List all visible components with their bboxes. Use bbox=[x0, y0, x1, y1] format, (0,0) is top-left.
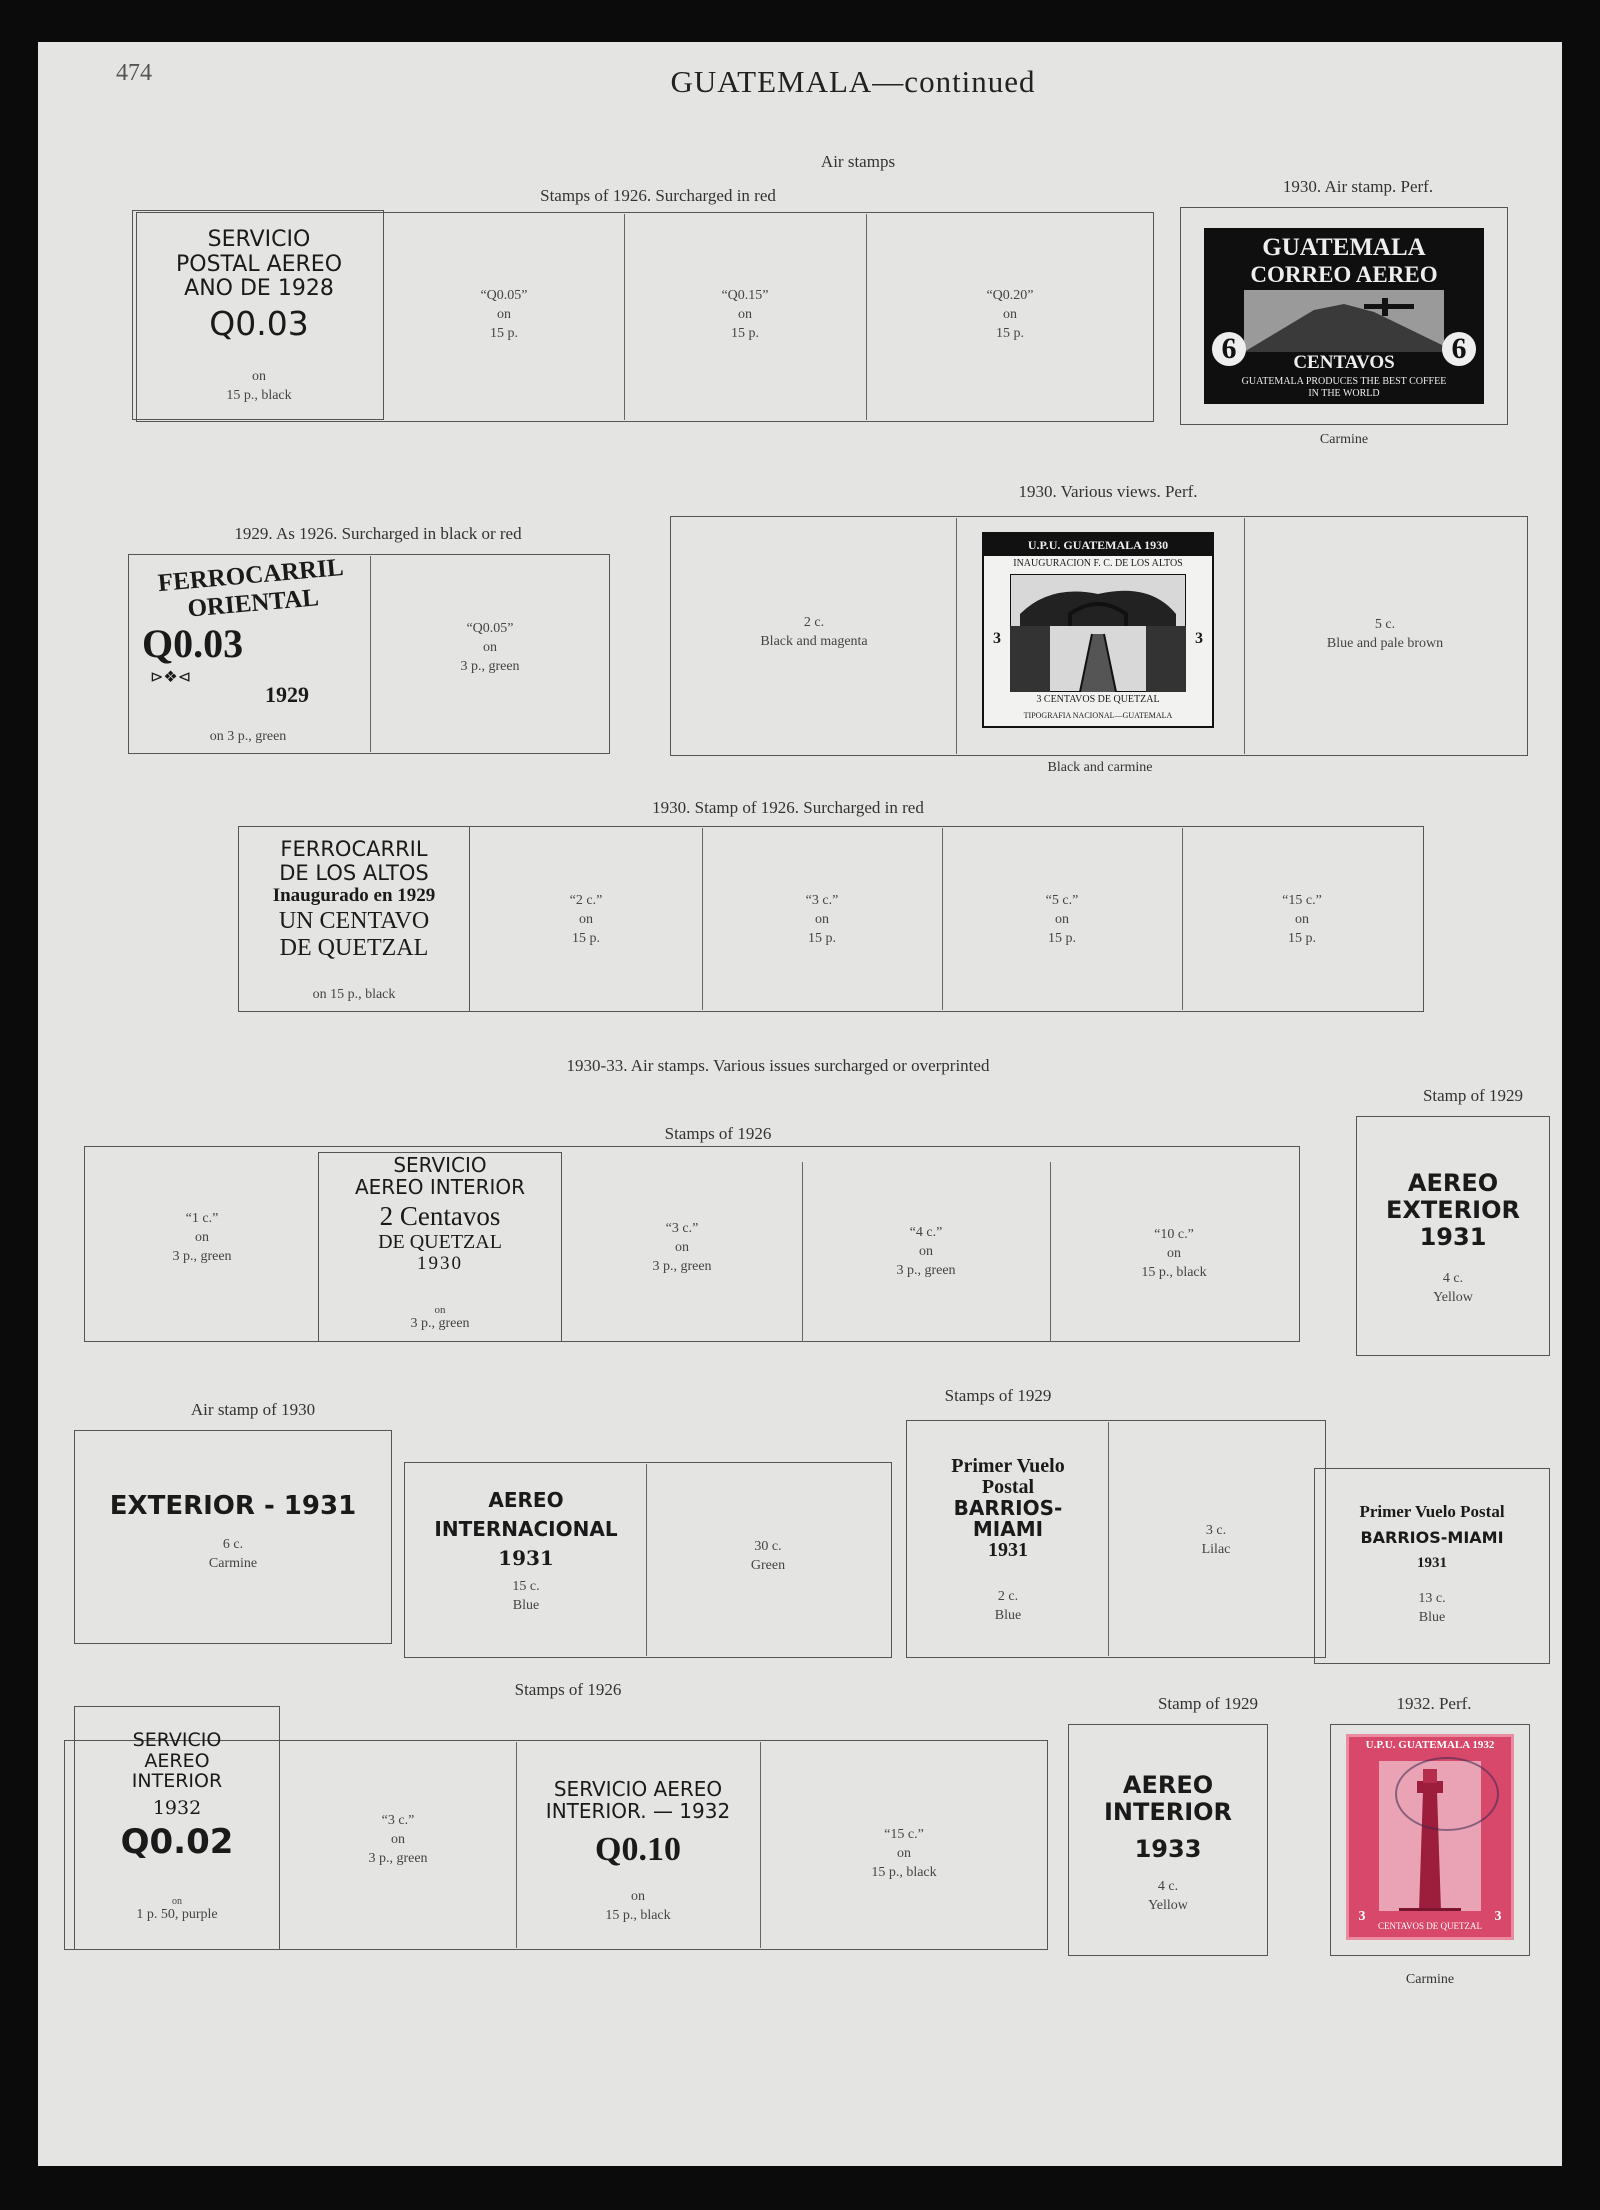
overprint-line: 1931 bbox=[498, 1546, 554, 1570]
row1-caption: Stamps of 1926. Surcharged in red bbox=[540, 186, 776, 205]
overprint-value: Q0.03 bbox=[209, 303, 309, 343]
denomination: 4 c. bbox=[1442, 1271, 1464, 1286]
row6-mid-caption-text bbox=[1070, 1878, 1266, 1916]
base-value: 15 p., black bbox=[605, 1907, 671, 1923]
overprint-line: 2 Centavos bbox=[379, 1200, 501, 1231]
denomination: 5 c. bbox=[1374, 617, 1396, 632]
stamp-text: U.P.U. bbox=[1027, 538, 1061, 552]
ornament-icon: ⊳❖⊲ bbox=[150, 668, 192, 686]
volcano-plane-vignette bbox=[1244, 290, 1444, 352]
row6-overprint-2 bbox=[516, 1778, 760, 1869]
color-label: Green bbox=[750, 1557, 786, 1573]
denomination: 2 c. bbox=[803, 615, 825, 630]
on-text: on bbox=[738, 306, 752, 322]
row4-overprint bbox=[320, 1154, 560, 1275]
row5-right-overprint bbox=[1316, 1498, 1548, 1575]
overprint-line: FERROCARRIL bbox=[280, 837, 428, 861]
on-text: on bbox=[1295, 911, 1309, 927]
overprint-line: SERVICIO AEREO bbox=[553, 1777, 723, 1801]
overprint-line: POSTAL AEREO bbox=[175, 251, 343, 277]
overprint-line: SERVICIO bbox=[207, 227, 311, 252]
stamp-text: CENTAVOS DE QUETZAL bbox=[1377, 1921, 1483, 1931]
stamp-text: 6 bbox=[1442, 332, 1476, 366]
base-value: 3 p., green bbox=[368, 1850, 428, 1866]
row2-left-first-caption: on 3 p., green bbox=[209, 729, 287, 744]
base-value: 15 p., black bbox=[871, 1864, 937, 1880]
row6-mid-overprint bbox=[1070, 1772, 1266, 1863]
row1-right-caption: 1930. Air stamp. Perf. bbox=[1282, 177, 1434, 196]
row2-right-cell-2 bbox=[1244, 616, 1526, 654]
color-label: Blue and pale brown bbox=[1326, 635, 1444, 651]
row4-right-caption-text bbox=[1358, 1270, 1548, 1308]
row5-vuelo-cell bbox=[1108, 1522, 1324, 1560]
overprint-line: UN CENTAVO bbox=[278, 908, 430, 935]
row2-left-overprint bbox=[136, 553, 368, 707]
row4-cell-1 bbox=[86, 1210, 318, 1267]
overprint-line: DE LOS ALTOS bbox=[279, 860, 429, 885]
row4-cell-3 bbox=[802, 1224, 1050, 1281]
row5-vuelo-overprint bbox=[908, 1456, 1108, 1561]
denomination: 30 c. bbox=[754, 1539, 782, 1554]
overprint-line: AEREO bbox=[1122, 1771, 1214, 1799]
on-text: on bbox=[1055, 911, 1069, 927]
row4-cell-2 bbox=[562, 1220, 802, 1277]
base-value: 15 p., black bbox=[1141, 1264, 1207, 1280]
overprint-line: INTERIOR bbox=[131, 1770, 223, 1793]
color-label: Yellow bbox=[1148, 1897, 1188, 1913]
on-text: on bbox=[391, 1831, 405, 1847]
bridge-vignette bbox=[1010, 574, 1186, 692]
surcharge-text: “10 c.” bbox=[1154, 1227, 1194, 1242]
overprint-line: DE QUETZAL bbox=[279, 935, 429, 962]
surcharge-text: “15 c.” bbox=[1282, 893, 1322, 908]
stamp-text: IN THE WORLD bbox=[1308, 388, 1380, 399]
overprint-line: INTERNACIONAL bbox=[434, 1517, 618, 1541]
overprint-line: BARRIOS-MIAMI bbox=[1360, 1528, 1504, 1548]
page-number: 474 bbox=[116, 60, 152, 86]
on-text: on bbox=[815, 911, 829, 927]
row4-cell-4 bbox=[1050, 1226, 1298, 1283]
surcharge-text: “5 c.” bbox=[1045, 893, 1079, 908]
row1-cell-3 bbox=[866, 287, 1154, 344]
row6-overprint-1 bbox=[76, 1730, 278, 1861]
row3-overprint bbox=[240, 838, 468, 962]
stamp-text: CORREO AEREO bbox=[1250, 262, 1438, 287]
surcharge-text: “Q0.15” bbox=[721, 288, 769, 303]
denomination: 13 c. bbox=[1418, 1591, 1446, 1606]
overprint-line: AEREO bbox=[488, 1488, 564, 1512]
row2-left-cell bbox=[370, 620, 610, 677]
base-value: 15 p. bbox=[808, 930, 836, 946]
surcharge-text: “Q0.05” bbox=[480, 288, 528, 303]
overprint-line: MIAMI bbox=[972, 1517, 1044, 1541]
row3-cell-1 bbox=[470, 892, 702, 949]
row6-right-color: Carmine bbox=[1405, 1972, 1455, 1987]
base-value: 15 p. bbox=[731, 325, 759, 341]
stamp-text: 6 bbox=[1212, 332, 1246, 366]
overprint-line: AEREO bbox=[1407, 1169, 1499, 1197]
base-value: 15 p. bbox=[572, 930, 600, 946]
row6-caption: Stamps of 1926 bbox=[514, 1680, 622, 1699]
color-label: Carmine bbox=[208, 1555, 258, 1571]
denomination: 15 c. bbox=[512, 1579, 540, 1594]
stamp-text: 3 CENTAVOS DE QUETZAL bbox=[1036, 694, 1160, 705]
tower-stamp-carmine bbox=[1346, 1734, 1514, 1940]
on-text: on bbox=[919, 1243, 933, 1259]
base-value: 3 p., green bbox=[896, 1262, 956, 1278]
row3-cell-3 bbox=[942, 892, 1182, 949]
overprint-line: 1931 bbox=[1419, 1222, 1487, 1251]
surcharge-text: “15 c.” bbox=[884, 1827, 924, 1842]
row6-cell-2 bbox=[760, 1826, 1048, 1883]
base-value: 15 p. bbox=[996, 325, 1024, 341]
surcharge-text: “Q0.20” bbox=[986, 288, 1034, 303]
row2-right-caption: 1930. Various views. Perf. bbox=[1018, 482, 1198, 501]
overprint-line: SERVICIO bbox=[393, 1153, 487, 1177]
base-value: 1 p. 50, purple bbox=[136, 1907, 218, 1922]
denomination: 4 c. bbox=[1157, 1879, 1179, 1894]
row1-first-caption bbox=[134, 368, 384, 406]
surcharge-text: “3 c.” bbox=[381, 1813, 415, 1828]
row4-right-overprint bbox=[1358, 1170, 1548, 1251]
postmark-ring bbox=[1395, 1757, 1499, 1831]
row5-mid-caption: Stamps of 1929 bbox=[944, 1386, 1052, 1405]
overprint-line: AEREO bbox=[144, 1749, 210, 1772]
base-value: 15 p. bbox=[490, 325, 518, 341]
on-text: on bbox=[631, 1889, 645, 1904]
overprint-line: 1933 bbox=[1134, 1834, 1202, 1863]
overprint-line: AEREO INTERIOR bbox=[354, 1175, 526, 1200]
denomination: 6 c. bbox=[222, 1537, 244, 1552]
surcharge-text: “1 c.” bbox=[185, 1211, 219, 1226]
on-text: on bbox=[195, 1229, 209, 1245]
row6-cell-1 bbox=[280, 1812, 516, 1869]
row5-mid-overprint bbox=[406, 1486, 646, 1573]
surcharge-text: “4 c.” bbox=[909, 1225, 943, 1240]
on-text: on bbox=[497, 306, 511, 322]
row5-mid-caption-text bbox=[406, 1578, 646, 1616]
base-value: 15 p., black bbox=[226, 387, 292, 403]
overprint-line: FERROCARRIL ORIENTAL bbox=[156, 553, 345, 623]
on-text: on bbox=[1167, 1245, 1181, 1261]
surcharge-text: “Q0.05” bbox=[466, 621, 514, 636]
row5-mid-cell bbox=[646, 1538, 890, 1576]
overprint-line: SERVICIO bbox=[132, 1729, 222, 1751]
base-value: 3 p., green bbox=[172, 1248, 232, 1264]
row4-caption: 1930-33. Air stamps. Various issues surcharged or overprinted bbox=[566, 1056, 990, 1075]
base-value: 15 p. bbox=[1048, 930, 1076, 946]
overprint-line: Primer Vuelo bbox=[951, 1455, 1065, 1477]
denomination: 2 c. bbox=[997, 1589, 1019, 1604]
row3-caption: 1930. Stamp of 1926. Surcharged in red bbox=[652, 798, 924, 817]
overprint-line: 1932 bbox=[152, 1796, 202, 1819]
row4-right-caption: Stamp of 1929 bbox=[1422, 1086, 1524, 1105]
overprint-line: INTERIOR. — 1932 bbox=[545, 1799, 731, 1824]
overprint-line: 1931 bbox=[988, 1539, 1028, 1561]
section-heading: Air stamps bbox=[820, 152, 896, 171]
stamp-text: 3 bbox=[993, 630, 1001, 647]
stamp-text: GUATEMALA bbox=[1063, 538, 1142, 552]
surcharge-text: “2 c.” bbox=[569, 893, 603, 908]
stamp-text: TIPOGRAFIA NACIONAL—GUATEMALA bbox=[1023, 711, 1173, 720]
overprint-line: EXTERIOR bbox=[1386, 1195, 1520, 1224]
row2-stamp-color: Black and carmine bbox=[1047, 760, 1153, 775]
stamp-text: 3 bbox=[1358, 1909, 1366, 1924]
overprint-line: 1929 bbox=[265, 681, 309, 707]
color-label: Lilac bbox=[1201, 1541, 1231, 1557]
row6-mid-caption: Stamp of 1929 bbox=[1157, 1694, 1259, 1713]
color-label: Black and magenta bbox=[760, 633, 868, 649]
color-label: Blue bbox=[994, 1607, 1022, 1623]
row1-cell-1 bbox=[384, 287, 624, 344]
stamp-text: 1930 bbox=[1144, 538, 1169, 552]
stamp-text: 3 bbox=[1195, 630, 1203, 647]
row6-overprint-2-caption bbox=[516, 1888, 760, 1926]
stamp-text: U.P.U. bbox=[1365, 1739, 1396, 1751]
row4-overprint-caption bbox=[320, 1304, 560, 1331]
overprint-line: INTERIOR bbox=[1103, 1797, 1233, 1826]
stamp-top-band bbox=[1349, 1739, 1511, 1751]
overprint-line: 1930 bbox=[417, 1253, 463, 1275]
row5-vuelo-caption-text bbox=[908, 1588, 1108, 1626]
row1-right-color: Carmine bbox=[1319, 432, 1369, 447]
row3-first-caption: on 15 p., black bbox=[312, 987, 396, 1002]
base-value: 3 p., green bbox=[652, 1258, 712, 1274]
base-value: 3 p., green bbox=[410, 1316, 470, 1332]
stamp-text: INAUGURACION F. C. DE LOS ALTOS bbox=[1013, 558, 1183, 569]
row2-right-cell-1 bbox=[672, 614, 956, 652]
overprint-value: Q0.03 bbox=[142, 621, 244, 666]
overprint-line: Inaugurado en 1929 bbox=[272, 885, 436, 907]
base-value: 15 p. bbox=[1288, 930, 1316, 946]
denomination: 3 c. bbox=[1205, 1523, 1227, 1538]
on-text: on bbox=[172, 1896, 182, 1907]
railway-bridge-stamp bbox=[982, 532, 1214, 728]
color-label: Blue bbox=[1418, 1609, 1446, 1625]
stamp-text: GUATEMALA PRODUCES THE BEST COFFEE bbox=[1241, 376, 1447, 387]
on-text: on bbox=[675, 1239, 689, 1255]
on-text: on bbox=[434, 1304, 446, 1316]
row5-left-caption-text bbox=[76, 1536, 390, 1574]
on-text: on bbox=[579, 911, 593, 927]
overprint-value: Q0.02 bbox=[120, 1822, 234, 1863]
row1-overprint bbox=[134, 228, 384, 343]
page-title: GUATEMALA—continued bbox=[670, 64, 1036, 99]
overprint-line: Primer Vuelo Postal bbox=[1359, 1502, 1505, 1521]
overprint-value: Q0.10 bbox=[595, 1830, 681, 1868]
row2-left-caption: 1929. As 1926. Surcharged in black or red bbox=[234, 524, 522, 543]
overprint-line: ANO DE 1928 bbox=[184, 276, 334, 302]
airmail-stamp-guatemala bbox=[1204, 228, 1484, 404]
row3-cell-4 bbox=[1182, 892, 1422, 949]
stamp-text: 1932 bbox=[1472, 1739, 1495, 1751]
surcharge-text: “3 c.” bbox=[805, 893, 839, 908]
base-value: 3 p., green bbox=[460, 658, 520, 674]
on-text: on bbox=[1003, 306, 1017, 322]
on-text: on bbox=[897, 1845, 911, 1861]
album-page bbox=[38, 42, 1562, 2166]
overprint-line: Postal bbox=[981, 1476, 1035, 1498]
overprint-line: DE QUETZAL bbox=[378, 1231, 502, 1254]
on-text: on bbox=[483, 639, 497, 655]
row5-left-overprint: EXTERIOR - 1931 bbox=[109, 1491, 357, 1521]
stamp-text: GUATEMALA bbox=[1262, 234, 1426, 261]
surcharge-text: “3 c.” bbox=[665, 1221, 699, 1236]
row1-cell-2 bbox=[624, 287, 866, 344]
on-text: on bbox=[252, 369, 266, 384]
overprint-line: 1931 bbox=[1417, 1554, 1447, 1571]
row3-cell-2 bbox=[702, 892, 942, 949]
row6-first-caption bbox=[76, 1896, 278, 1922]
row5-left-caption: Air stamp of 1930 bbox=[190, 1400, 316, 1419]
row5-right-caption-text bbox=[1316, 1590, 1548, 1628]
stamp-text: CENTAVOS bbox=[1293, 352, 1395, 373]
color-label: Blue bbox=[512, 1597, 540, 1613]
stamp-text: 3 bbox=[1494, 1909, 1502, 1924]
row6-right-caption: 1932. Perf. bbox=[1396, 1694, 1472, 1713]
stamp-text: GUATEMALA bbox=[1398, 1739, 1470, 1751]
color-label: Yellow bbox=[1433, 1289, 1473, 1305]
overprint-line: BARRIOS- bbox=[953, 1496, 1063, 1520]
stamp-top-band bbox=[984, 534, 1212, 556]
row4-sub-caption: Stamps of 1926 bbox=[664, 1124, 772, 1143]
